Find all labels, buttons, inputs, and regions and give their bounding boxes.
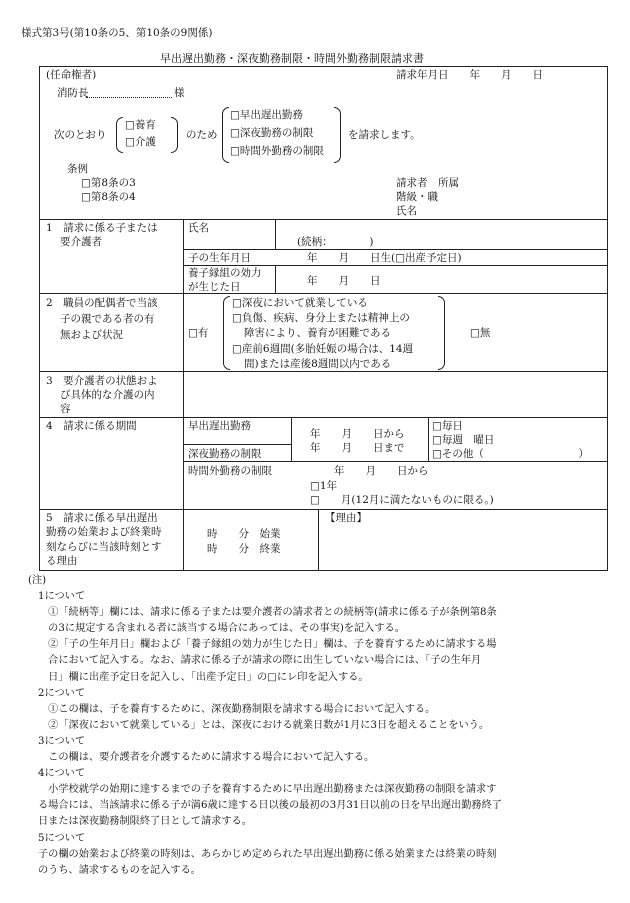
clause-label: 条例 bbox=[67, 163, 88, 175]
clause-8-4: □第8条の4 bbox=[81, 191, 136, 203]
intro-prefix: 次のとおり bbox=[54, 129, 107, 141]
requester-rank: 階級・職 bbox=[396, 191, 438, 203]
period-from: 年 月 日から bbox=[310, 428, 405, 440]
option-night: □深夜勤務の制限 bbox=[230, 127, 314, 139]
overtime-from: 年 月 日から bbox=[334, 465, 429, 477]
appointer-label: (任命権者) bbox=[46, 69, 97, 81]
request-date: 請求年月日 年 月 日 bbox=[396, 69, 543, 81]
overtime-months: □ 月(12月に満たないものに限る。) bbox=[310, 494, 494, 506]
row3-label: 3 要介護者の状態およ び具体的な介護の内 容 bbox=[46, 375, 158, 416]
birth-label: 子の生年月日 bbox=[188, 252, 251, 264]
frequency-options: □毎日 □毎週 曜日 □その他（ ） bbox=[432, 420, 589, 461]
relation-field: (続柄： ) bbox=[297, 236, 374, 248]
clause-8-3: □第8条の3 bbox=[81, 177, 136, 189]
adopt-label: 養子縁組の効力 が生じた日 bbox=[188, 267, 262, 294]
start-time: 時 分 始業 bbox=[207, 528, 281, 540]
for-label: のため bbox=[186, 129, 218, 141]
night-label: 深夜勤務の制限 bbox=[188, 448, 262, 460]
form-title: 早出遅出勤務・深夜勤務制限・時間外勤務制限請求書 bbox=[160, 52, 424, 65]
overtime-1year: □1年 bbox=[310, 480, 338, 492]
row5-label: 5 請求に係る早出遅出 勤務の始業および終業時 刻ならびに当該時刻とす る理由 bbox=[46, 512, 162, 568]
early-label: 早出遅出勤務 bbox=[188, 420, 251, 432]
row4-label: 4 請求に係る期間 bbox=[46, 420, 137, 432]
overtime-label: 時間外勤務の制限 bbox=[188, 465, 272, 477]
adopt-value: 年 月 日 bbox=[307, 275, 381, 287]
recipient-honorific: 様 bbox=[174, 87, 185, 99]
intro-suffix: を請求します。 bbox=[348, 129, 421, 141]
spouse-yes: □有 bbox=[188, 327, 209, 339]
form-number: 様式第3号(第10条の5、第10条の9関係) bbox=[21, 27, 213, 39]
recipient-label: 消防長 bbox=[57, 87, 89, 99]
end-time: 時 分 終業 bbox=[207, 543, 281, 555]
notes-section: (注) 1について ①「続柄等」欄には、請求に係る子または要介護者の請求者との続柄等(請求に係る子が条例第8条 の3に規定する含まれる者に該当する場合にあっては、その事実)を記入する。 ②「子の生年月日」欄および「養子縁組の効力が生じた日」欄は、子を養育するために請求する場 合において記入する。なお、請求に係る子が請求の際に出生していない場合には、「子の生年月 日」欄に出産予定日を記入し、「出産予定日」の□にレ印を記入する。 2について ①この欄は、子を養育するために、深夜勤務制限を請求する場合において記入する。 ②「深夜において就業している」とは、深夜における就業日数が1月に3日を超えることをいう。 3について この欄は、要介護者を介護するために請求する場合において記入する。 4について 小学校就学の始期に達するまでの子を養育するために早出遅出勤務または深夜勤務の制限を請求す る場合には、当該請求に係る子が満6歳に達する日以後の最初の3月31日以前の日を早出遅出勤務終了 日または深夜勤務制限終了日として請求する。 5について 子の欄の始業および終業の時刻は、あらかじめ定められた早出遅出勤務に係る始業または終業の時刻 のうち、請求するものを記入する。 bbox=[28, 575, 502, 876]
row2-label: 2 職員の配偶者で当該 子の親である者の有 無および状況 bbox=[46, 297, 158, 341]
option-overtime: □時間外勤務の制限 bbox=[230, 145, 324, 157]
reason-label: 【理由】 bbox=[325, 512, 367, 524]
birth-value: 年 月 日生(□出産予定日) bbox=[307, 252, 462, 264]
option-early: □早出遅出勤務 bbox=[230, 109, 303, 121]
spouse-no: □無 bbox=[470, 327, 491, 339]
name-label: 氏名 bbox=[188, 222, 209, 234]
reason-nursing: □介護 bbox=[125, 136, 156, 148]
spouse-conditions: □深夜において就業している □負傷、疾病、身分上または精神上の 障害により、養育が困難である □産前6週間(多胎妊娠の場合は、14週 間)または産後8週間以内である bbox=[232, 297, 414, 370]
period-to: 年 月 日まで bbox=[310, 442, 405, 454]
reason-childcare: □養育 bbox=[125, 119, 156, 131]
row1-label: 1 請求に係る子または 要介護者 bbox=[46, 222, 158, 249]
requester-dept: 請求者 所属 bbox=[396, 177, 459, 189]
requester-name: 氏名 bbox=[396, 205, 417, 217]
